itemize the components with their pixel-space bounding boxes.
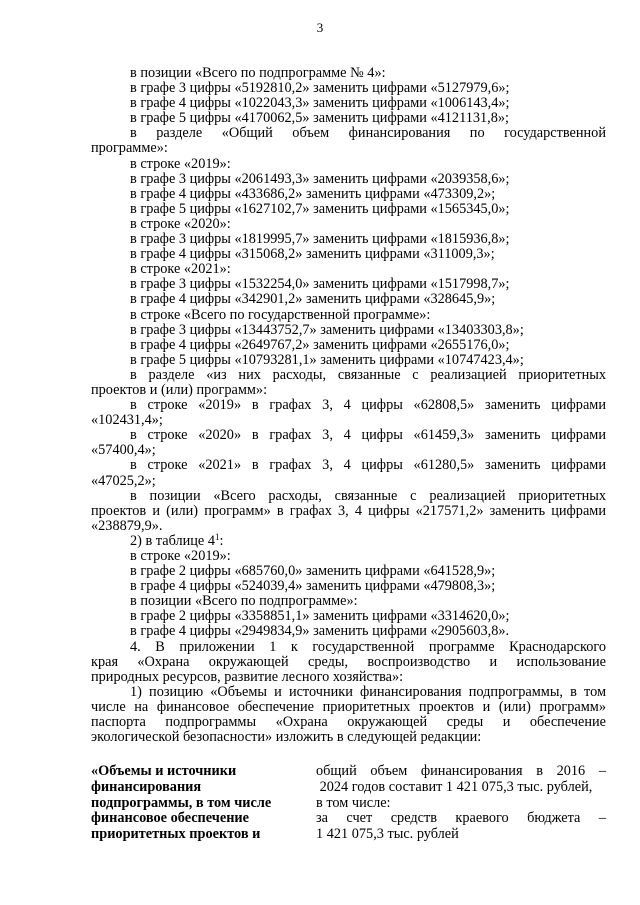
paragraph-line bbox=[91, 458, 606, 473]
paragraph-line bbox=[91, 141, 606, 156]
paragraph-text: в строке «Всего по государственной программе»: bbox=[130, 306, 431, 323]
paragraph-text: в позиции «Всего по подпрограмме»: bbox=[130, 593, 358, 610]
paragraph-line bbox=[91, 187, 606, 202]
paragraph-text: 1) позицию «Объемы и источники финансирования подпрограммы, в том bbox=[130, 683, 606, 700]
paragraph-text: в строке «2019» в графах 3, 4 цифры «62808,5» заменить цифрами bbox=[130, 397, 606, 414]
paragraph-line bbox=[91, 531, 606, 549]
paragraph-text: в разделе «Общий объем финансирования по государственной bbox=[130, 125, 606, 142]
passport-table-value-column bbox=[316, 764, 606, 843]
table-label-line: финансирования bbox=[91, 778, 202, 795]
paragraph-text: в строке «2021» в графах 3, 4 цифры «61280,5» заменить цифрами bbox=[130, 457, 606, 474]
paragraph-line bbox=[91, 126, 606, 141]
paragraph-text: в графе 3 цифры «5192810,2» заменить цифрами «5127979,6»; bbox=[130, 80, 510, 97]
paragraph-text: природных ресурсов, развитие лесного хозяйства»: bbox=[91, 668, 404, 685]
paragraph-line bbox=[91, 353, 606, 368]
paragraph-text: 4. В приложении 1 к государственной программе Краснодарского bbox=[130, 638, 606, 655]
paragraph-text: в графе 3 цифры «1532254,0» заменить цифрами «1517998,7»; bbox=[130, 276, 510, 293]
paragraph-line bbox=[91, 609, 606, 624]
paragraph-line bbox=[91, 700, 606, 715]
table-label-line: финансовое обеспечение bbox=[91, 810, 250, 827]
paragraph-text: проектов и (или) программ»: bbox=[91, 381, 268, 398]
paragraph-line bbox=[91, 579, 606, 594]
paragraph-line bbox=[91, 172, 606, 187]
paragraph-line bbox=[91, 323, 606, 338]
paragraph-line bbox=[91, 413, 606, 428]
paragraph-text: экологической безопасности» изложить в следующей редакции: bbox=[91, 729, 482, 746]
paragraph-line bbox=[91, 624, 606, 639]
paragraph-text: в строке «2020» в графах 3, 4 цифры «61459,3» заменить цифрами bbox=[130, 427, 606, 444]
paragraph-line bbox=[91, 564, 606, 579]
table-label-line: подпрограммы, в том числе bbox=[91, 794, 272, 811]
paragraph-line bbox=[91, 443, 606, 458]
paragraph-line bbox=[91, 66, 606, 81]
paragraph-line bbox=[91, 232, 606, 247]
paragraph-line bbox=[91, 549, 606, 564]
paragraph-line bbox=[91, 383, 606, 398]
paragraph-line bbox=[91, 247, 606, 262]
paragraph-text: проектов и (или) программ» в графах 3, 4 цифры «217571,2» заменить цифрами bbox=[91, 502, 606, 519]
paragraph-text: в строке «2019»: bbox=[130, 548, 231, 564]
paragraph-line bbox=[91, 202, 606, 217]
paragraph-text: в графе 5 цифры «10793281,1» заменить цифрами «10747423,4»; bbox=[130, 351, 524, 368]
table-label-line: «Объемы и источники bbox=[91, 763, 237, 779]
paragraph-line bbox=[91, 111, 606, 126]
table-value-line: за счет средств краевого бюджета – bbox=[316, 810, 606, 827]
paragraph-line bbox=[91, 292, 606, 307]
table-value-line: 2024 годов составит 1 421 075,3 тыс. рублей, bbox=[316, 778, 593, 795]
paragraph-line bbox=[91, 474, 606, 489]
paragraph-line bbox=[91, 655, 606, 670]
paragraph-line bbox=[91, 670, 606, 685]
paragraph-text: «238879,9». bbox=[91, 517, 163, 534]
paragraph-line bbox=[91, 428, 606, 443]
paragraph-text: в строке «2019»: bbox=[130, 155, 231, 172]
paragraph-text: в графе 3 цифры «13443752,7» заменить цифрами «13403303,8»; bbox=[130, 321, 524, 338]
paragraph-line bbox=[91, 81, 606, 96]
paragraph-line bbox=[91, 96, 606, 111]
paragraph-text: «57400,4»; bbox=[91, 442, 156, 459]
paragraph-text: в графе 4 цифры «315068,2» заменить цифрами «311009,3»; bbox=[130, 246, 495, 263]
paragraph-text: в разделе «из них расходы, связанные с реализацией приоритетных bbox=[130, 366, 606, 383]
paragraph-line bbox=[91, 489, 606, 504]
paragraph-text: в графе 4 цифры «2649767,2» заменить цифрами «2655176,0»; bbox=[130, 336, 510, 353]
table-value-line: 1 421 075,3 тыс. рублей bbox=[316, 826, 459, 843]
paragraph-line bbox=[91, 398, 606, 413]
paragraph-text: в позиции «Всего расходы, связанные с реализацией приоритетных bbox=[130, 487, 606, 504]
paragraph-line bbox=[91, 217, 606, 232]
paragraph-line bbox=[91, 715, 606, 730]
paragraph-line bbox=[91, 685, 606, 700]
paragraph-line bbox=[91, 308, 606, 323]
superscript: 1 bbox=[215, 531, 220, 542]
paragraph-text: в графе 4 цифры «1022043,3» заменить цифрами «1006143,4»; bbox=[130, 95, 510, 112]
paragraph-line bbox=[91, 277, 606, 292]
paragraph-text: «102431,4»; bbox=[91, 412, 163, 429]
paragraph-text: 2) в таблице 4 bbox=[130, 532, 215, 549]
table-label-line: приоритетных проектов и bbox=[91, 826, 261, 843]
paragraph-text: в графе 4 цифры «342901,2» заменить цифрами «328645,9»; bbox=[130, 291, 496, 308]
paragraph-text: в строке «2020»: bbox=[130, 215, 231, 232]
paragraph-line bbox=[91, 338, 606, 353]
paragraph-text: края «Охрана окружающей среды, воспроизводство и использование bbox=[91, 653, 606, 670]
paragraph-text: в графе 3 цифры «1819995,7» заменить цифрами «1815936,8»; bbox=[130, 231, 510, 248]
paragraph-text: в строке «2021»: bbox=[130, 261, 231, 278]
document-body bbox=[91, 66, 606, 745]
paragraph-line bbox=[91, 640, 606, 655]
paragraph-text: в графе 3 цифры «2061493,3» заменить цифрами «2039358,6»; bbox=[130, 170, 510, 187]
paragraph-line bbox=[91, 730, 606, 745]
paragraph-text: «47025,2»; bbox=[91, 472, 156, 489]
paragraph-line bbox=[91, 519, 606, 534]
page-number: 3 bbox=[316, 20, 324, 35]
paragraph-text: в графе 5 цифры «1627102,7» заменить цифрами «1565345,0»; bbox=[130, 200, 510, 217]
paragraph-text: в графе 4 цифры «2949834,9» заменить цифрами «2905603,8». bbox=[130, 623, 510, 640]
paragraph-text: в графе 5 цифры «4170062,5» заменить цифрами «4121131,8»; bbox=[130, 110, 509, 127]
paragraph-text-tail: : bbox=[219, 532, 224, 549]
paragraph-text: в графе 2 цифры «3358851,1» заменить цифрами «3314620,0»; bbox=[130, 608, 510, 625]
paragraph-text: в графе 2 цифры «685760,0» заменить цифрами «641528,9»; bbox=[130, 563, 496, 580]
paragraph-text: в графе 4 цифры «433686,2» заменить цифрами «473309,2»; bbox=[130, 185, 496, 202]
paragraph-line bbox=[91, 594, 606, 609]
paragraph-line bbox=[91, 157, 606, 172]
paragraph-line bbox=[91, 368, 606, 383]
passport-table-label-column bbox=[91, 764, 301, 843]
table-value-line: в том числе: bbox=[316, 794, 391, 811]
paragraph-text: программе»: bbox=[91, 140, 168, 157]
paragraph-text: в позиции «Всего по подпрограмме № 4»: bbox=[130, 65, 386, 81]
paragraph-line bbox=[91, 504, 606, 519]
paragraph-line bbox=[91, 262, 606, 277]
paragraph-text: числе на финансовое обеспечение приоритетных проектов и (или) программ» bbox=[91, 698, 606, 715]
paragraph-text: в графе 4 цифры «524039,4» заменить цифрами «479808,3»; bbox=[130, 578, 496, 595]
table-value-line: общий объем финансирования в 2016 – bbox=[316, 763, 606, 779]
paragraph-text: паспорта подпрограммы «Охрана окружающей среды и обеспечение bbox=[91, 714, 606, 731]
